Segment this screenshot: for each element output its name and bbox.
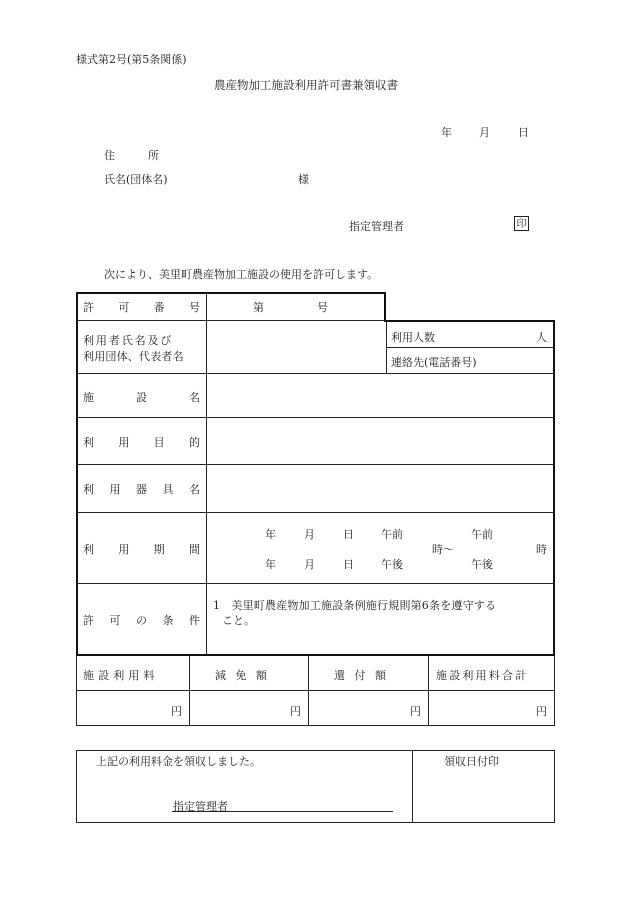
page-title: 農産物加工施設利用許可書兼領収書: [214, 78, 398, 92]
conditions-text-1: 1 美里町農産物加工施設条例施行規則第6条を遵守する: [213, 599, 497, 612]
fee-header-usage: 施設利用料: [83, 669, 159, 682]
fee-unit-total: 円: [536, 705, 547, 718]
receipt-manager: 指定管理者: [173, 800, 228, 813]
period-to-hour: 時: [536, 543, 547, 556]
receipt-statement: 上記の利用料金を領収しました。: [96, 755, 261, 768]
manager-label: 指定管理者: [349, 220, 404, 233]
fee-unit-usage: 円: [171, 705, 182, 718]
user-count-unit: 人: [536, 331, 547, 344]
date-day: 日: [518, 126, 529, 139]
period-from-hour: 時～: [432, 543, 454, 556]
permit-number-suffix: 号: [317, 301, 328, 314]
user-name-label-1: 利用者氏名及び: [83, 334, 174, 347]
address-label-2: 所: [148, 149, 159, 162]
contact-label: 連絡先(電話番号): [391, 356, 477, 369]
conditions-text-2: こと。: [222, 614, 255, 627]
date-month: 月: [479, 126, 490, 139]
purpose-label: 利 用 目 的: [83, 436, 200, 449]
equipment-label: 利 用 器 具 名: [83, 483, 200, 496]
address-label-1: 住: [104, 149, 115, 162]
user-count-label: 利用人数: [391, 331, 435, 344]
fee-unit-reduction: 円: [290, 705, 301, 718]
permit-number-label: 許 可 番 号: [83, 301, 200, 314]
fee-unit-refund: 円: [410, 705, 421, 718]
intro-text: 次により、美里町農産物加工施設の使用を許可します。: [104, 268, 379, 281]
form-number: 様式第2号(第5条関係): [76, 53, 187, 66]
period-label: 利 用 期 間: [83, 543, 200, 556]
conditions-label: 許 可 の 条 件: [83, 614, 200, 627]
receipt-date-stamp: 領収日付印: [444, 755, 499, 768]
fee-header-total: 施設利用料合計: [436, 669, 529, 682]
name-label: 氏名(団体名): [104, 173, 168, 186]
honorific: 様: [298, 173, 309, 186]
permit-number-prefix: 第: [253, 301, 264, 314]
fee-header-refund: 還付額: [334, 669, 396, 682]
fee-header-reduction: 減免額: [215, 669, 277, 682]
facility-label: 施 設 名: [83, 391, 200, 404]
date-year: 年: [441, 126, 452, 139]
user-name-label-2: 利用団体、代表者名: [83, 350, 184, 363]
seal-mark: 印: [514, 216, 529, 231]
